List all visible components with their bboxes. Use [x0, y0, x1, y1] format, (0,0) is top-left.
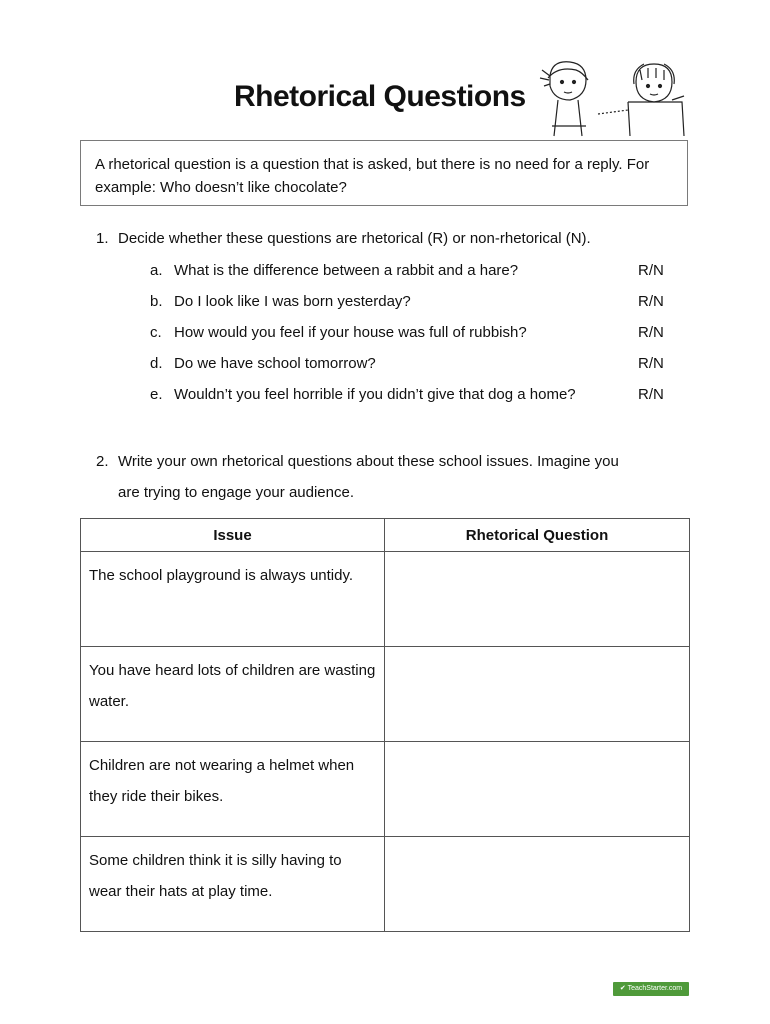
option-letter: d.	[150, 355, 163, 372]
answer-choice-b: R/N	[638, 293, 664, 310]
answer-choice-c: R/N	[638, 324, 664, 341]
option-letter: e.	[150, 386, 163, 403]
answer-cell[interactable]	[385, 552, 690, 647]
issue-cell: You have heard lots of children are wasting water.	[81, 647, 385, 742]
answer-cell[interactable]	[385, 742, 690, 837]
question-2	[96, 446, 696, 508]
logo-text: TeachStarter.com	[627, 985, 683, 992]
option-letter: a.	[150, 262, 163, 279]
option-b	[150, 291, 411, 313]
question-2-text-line1: Write your own rhetorical questions about these school issues. Imagine you	[118, 453, 619, 470]
table-row	[81, 552, 690, 647]
option-text: Do I look like I was born yesterday?	[174, 293, 411, 310]
answer-cell[interactable]	[385, 837, 690, 932]
issue-cell: The school playground is always untidy.	[81, 552, 385, 647]
definition-box	[80, 140, 688, 206]
question-2-text-line2: are trying to engage your audience.	[118, 484, 354, 501]
issue-cell: Some children think it is silly having to wear their hats at play time.	[81, 837, 385, 932]
table-header-row	[81, 519, 690, 552]
question-2-number: 2.	[96, 453, 109, 470]
issues-table	[80, 518, 690, 932]
answer-cell[interactable]	[385, 647, 690, 742]
option-c	[150, 322, 527, 344]
table-row	[81, 742, 690, 837]
answer-choice-d: R/N	[638, 355, 664, 372]
definition-text: A rhetorical question is a question that is asked, but there is no need for a reply. For example: Who doesn’t like chocolate?	[95, 156, 650, 196]
option-e	[150, 384, 576, 406]
question-1-text: Decide whether these questions are rhetorical (R) or non-rhetorical (N).	[118, 230, 591, 247]
teachstarter-logo[interactable]	[613, 982, 689, 996]
option-letter: b.	[150, 293, 163, 310]
column-header-issue: Issue	[81, 519, 385, 552]
option-text: Do we have school tomorrow?	[174, 355, 376, 372]
check-icon: ✔	[619, 985, 628, 992]
issue-cell: Children are not wearing a helmet when they ride their bikes.	[81, 742, 385, 837]
option-text: Wouldn’t you feel horrible if you didn’t give that dog a home?	[174, 386, 576, 403]
option-text: How would you feel if your house was full of rubbish?	[174, 324, 527, 341]
option-text: What is the difference between a rabbit and a hare?	[174, 262, 519, 279]
option-a	[150, 260, 518, 282]
page-title: Rhetorical Questions	[234, 80, 526, 113]
question-1	[96, 228, 591, 250]
table-row	[81, 647, 690, 742]
option-d	[150, 353, 376, 375]
answer-choice-e: R/N	[638, 386, 664, 403]
column-header-rhetorical-question: Rhetorical Question	[385, 519, 690, 552]
answer-choice-a: R/N	[638, 262, 664, 279]
table-row	[81, 837, 690, 932]
option-letter: c.	[150, 324, 162, 341]
question-1-number: 1.	[96, 230, 109, 247]
children-talking-illustration	[532, 56, 694, 138]
